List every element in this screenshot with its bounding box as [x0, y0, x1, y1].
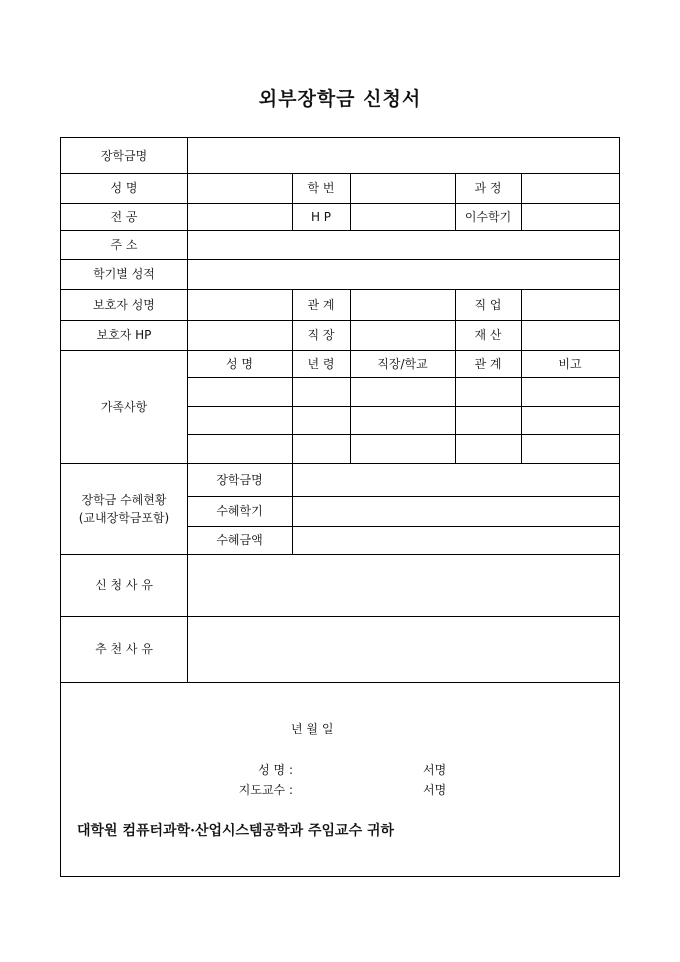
workplace-label: 직 장	[307, 328, 335, 342]
apply-reason-label: 신 청 사 유	[95, 578, 153, 592]
benefit-semester-label: 수혜학기	[216, 504, 263, 518]
semester-label: 이수학기	[464, 209, 512, 224]
recommend-reason-label: 추 천 사 유	[95, 642, 153, 656]
date-line: 년 월 일	[291, 722, 334, 736]
major-label: 전 공	[110, 209, 138, 224]
grades-label: 학기별 성적	[93, 267, 155, 281]
benefit-label: 장학금 수혜현황 (교내장학금포함)	[78, 492, 170, 525]
applicant-sign: 서명	[423, 763, 447, 777]
relation-label: 관 계	[307, 297, 335, 312]
benefit-amount-label: 수혜금액	[216, 533, 263, 547]
family-header-note: 비고	[558, 356, 582, 371]
family-header-age: 년 령	[307, 356, 335, 371]
family-header-work: 직장/학교	[377, 356, 428, 371]
family-header-relation: 관 계	[474, 356, 502, 371]
application-form	[60, 137, 620, 877]
family-label: 가족사항	[100, 399, 148, 414]
form-title: 외부장학금 신청서	[258, 88, 422, 110]
property-label: 재 산	[474, 328, 502, 342]
addressee: 대학원 컴퓨터과학·산업시스템공학과 주임교수 귀하	[77, 823, 395, 839]
guardian-hp-label: 보호자 HP	[96, 328, 152, 342]
benefit-scholarship-label: 장학금명	[216, 472, 263, 487]
guardian-name-label: 보호자 성명	[93, 297, 155, 312]
advisor-sign: 서명	[423, 783, 447, 797]
occupation-label: 직 업	[474, 297, 502, 312]
family-header-name: 성 명	[226, 356, 253, 371]
address-label: 주 소	[110, 237, 138, 252]
scholarship-name-label: 장학금명	[100, 148, 148, 163]
student-id-label: 학 번	[307, 181, 335, 195]
hp-label: H P	[310, 209, 332, 224]
name-label: 성 명	[110, 181, 138, 195]
course-label: 과 정	[474, 181, 502, 195]
advisor-label: 지도교수 :	[238, 783, 293, 797]
applicant-name-label: 성 명 :	[258, 763, 293, 777]
